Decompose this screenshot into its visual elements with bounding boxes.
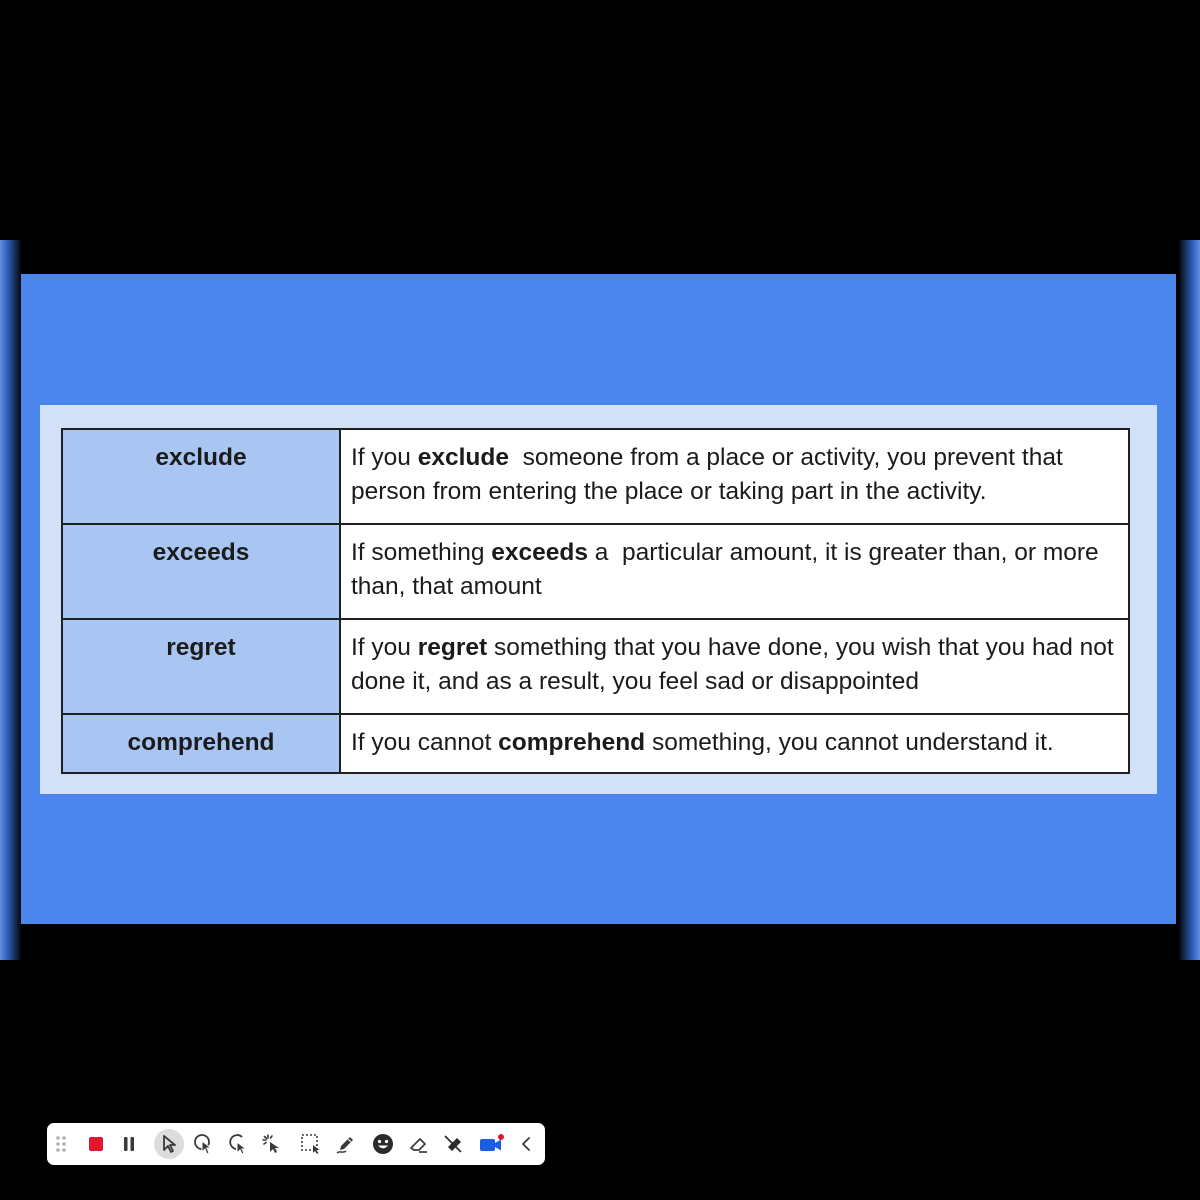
definition-text: If you	[351, 634, 418, 661]
definition-text: a particular amount, it is greater than, or more than, that amount	[351, 539, 1106, 600]
eraser-icon[interactable]	[404, 1123, 434, 1165]
recording-toolbar	[47, 1123, 545, 1165]
region-select-icon[interactable]	[296, 1123, 326, 1165]
left-edge-glow	[0, 240, 22, 960]
cursor-spotlight-icon[interactable]	[257, 1123, 287, 1165]
definition-text: If something	[351, 539, 492, 566]
table-row	[62, 524, 1129, 619]
term-text: exceeds	[152, 539, 250, 566]
term-text: exclude	[155, 444, 247, 471]
definition-keyword: exclude	[417, 444, 509, 471]
table-row	[62, 619, 1129, 714]
definition-cell	[340, 714, 1129, 773]
clear-drawings-icon[interactable]	[438, 1123, 468, 1165]
vocabulary-table	[61, 428, 1130, 774]
definition-keyword: comprehend	[498, 729, 646, 756]
vocabulary-panel	[40, 405, 1157, 794]
definition-cell	[340, 429, 1129, 524]
definition-cell	[340, 619, 1129, 714]
right-edge-glow	[1178, 240, 1200, 960]
definition-text: something that you have done, you wish that you had not done it, and as a result, you feel sad or disappointed	[351, 634, 1121, 695]
cursor-icon[interactable]	[154, 1129, 184, 1159]
collapse-chevron-icon[interactable]	[511, 1123, 541, 1165]
term-cell	[62, 619, 340, 714]
cursor-highlight-icon[interactable]	[189, 1123, 219, 1165]
definition-text: If you cannot	[351, 729, 499, 756]
term-cell	[62, 524, 340, 619]
presentation-slide	[21, 274, 1176, 924]
pen-draw-icon[interactable]	[331, 1123, 361, 1165]
definition-keyword: exceeds	[491, 539, 588, 566]
camera-icon[interactable]	[477, 1123, 507, 1165]
cursor-click-icon[interactable]	[223, 1123, 253, 1165]
term-text: regret	[166, 634, 236, 661]
term-cell	[62, 429, 340, 524]
definition-keyword: regret	[417, 634, 488, 661]
pause-icon[interactable]	[114, 1123, 144, 1165]
definition-text: If you	[351, 444, 418, 471]
table-row	[62, 714, 1129, 773]
term-cell	[62, 714, 340, 773]
table-row	[62, 429, 1129, 524]
term-text: comprehend	[127, 729, 275, 756]
stop-recording-icon[interactable]	[81, 1123, 111, 1165]
emoji-icon[interactable]	[368, 1123, 398, 1165]
definition-cell	[340, 524, 1129, 619]
definition-text: something, you cannot understand it.	[645, 729, 1054, 756]
definition-text: someone from a place or activity, you prevent that person from entering the place or taking part in the activity.	[351, 444, 1070, 505]
drag-handle-icon[interactable]	[47, 1123, 75, 1165]
